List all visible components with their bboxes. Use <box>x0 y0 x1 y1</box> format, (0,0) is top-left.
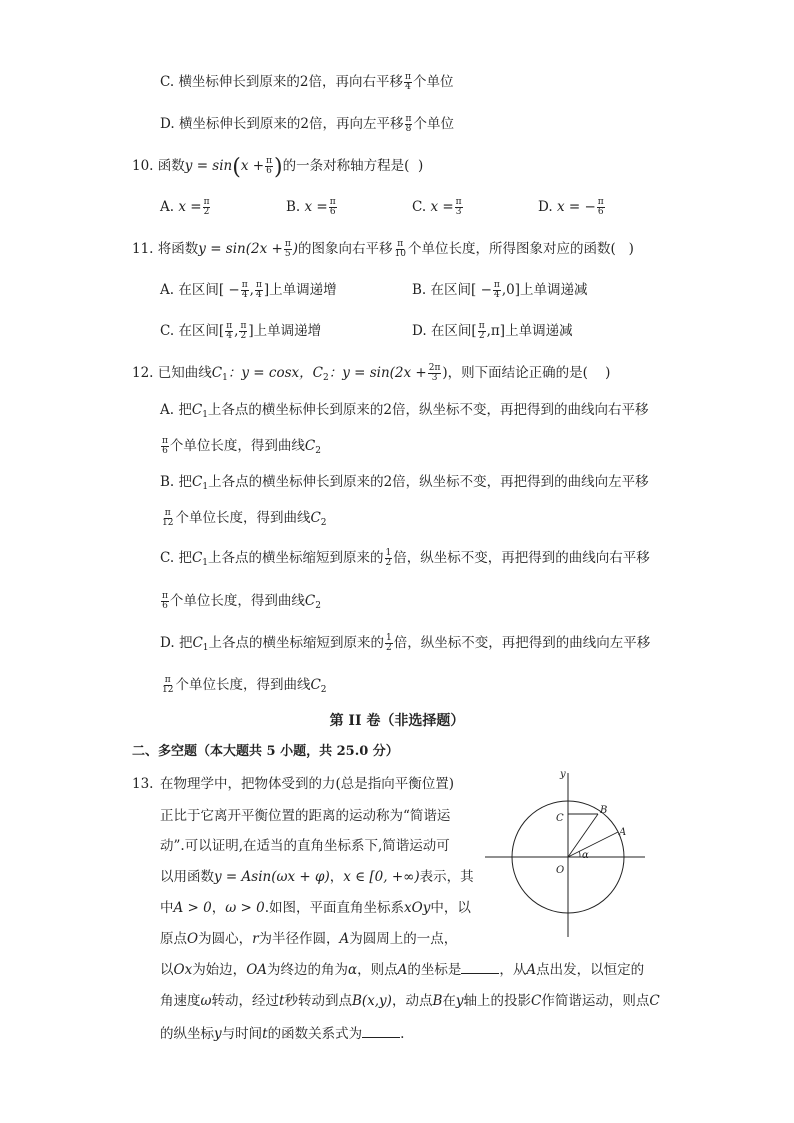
option-text: 个单位长度，得到曲线 <box>169 438 305 454</box>
stem-text: ) <box>417 158 424 174</box>
math-expr: y <box>455 993 464 1009</box>
denominator: 4 <box>241 290 248 300</box>
denominator: 2 <box>203 207 210 217</box>
math-expr: OA <box>246 962 268 978</box>
text: 中 <box>160 900 174 916</box>
denominator: 6 <box>162 446 168 456</box>
numerator: π <box>162 436 168 446</box>
label-c: C <box>556 813 564 824</box>
numerator: π <box>164 508 171 518</box>
q13-line-1: 在物理学中，把物体受到的力(总是指向平衡位置) <box>160 776 455 792</box>
question-number: 13. <box>132 776 154 792</box>
curve-equation: ：y = sin(2x + <box>328 365 427 381</box>
option-text: 把 <box>178 635 193 651</box>
fraction <box>161 676 174 695</box>
option-expr: x = <box>430 199 454 215</box>
option-text: ]上单调递增 <box>248 323 322 339</box>
option-text: 个单位 <box>413 116 454 132</box>
numerator: π <box>203 197 210 207</box>
stem-text: )，则下面结论正确的是( <box>442 365 588 381</box>
numerator: π <box>226 321 233 331</box>
fraction <box>203 198 211 217</box>
text: .如图，平面直角坐标系 <box>264 900 405 916</box>
text: 的坐标是 <box>407 962 462 978</box>
text: 为圆周上的一点， <box>349 931 458 947</box>
text: ，从 <box>499 962 527 978</box>
stem-text: 的一条对称轴方程是( <box>282 158 410 174</box>
math-expr: C <box>531 993 542 1009</box>
stem-text: ) <box>628 241 634 257</box>
option-label: D. <box>160 635 175 651</box>
curve-equation: ：y = cosx， <box>227 365 313 381</box>
subscript: 2 <box>315 601 321 611</box>
math-expr: A <box>526 962 537 978</box>
numerator: 1 <box>386 633 392 643</box>
q10-option-d <box>538 197 606 217</box>
subscript: 1 <box>202 410 208 420</box>
subscript: 1 <box>202 482 209 492</box>
q9-option-c <box>160 72 453 92</box>
text: . <box>400 1026 405 1042</box>
text: 以用函数 <box>160 869 214 885</box>
denominator: 2 <box>386 643 392 653</box>
numerator: π <box>405 114 412 124</box>
math-expr: A <box>339 931 350 947</box>
text: ， <box>329 869 344 885</box>
stem-text: 将函数 <box>157 241 199 257</box>
math-expr: α <box>348 962 358 978</box>
answer-blank-2[interactable] <box>362 1025 400 1038</box>
subscript: 2 <box>320 518 327 528</box>
fraction <box>329 198 337 217</box>
text: 转动，经过 <box>211 993 280 1009</box>
fraction <box>428 364 442 383</box>
numerator: π <box>397 239 404 249</box>
curve-c1: C <box>211 365 223 381</box>
text: 中，以 <box>430 900 471 916</box>
option-expr: x = <box>178 199 202 215</box>
denominator: 6 <box>597 207 604 217</box>
text: 原点 <box>160 931 187 947</box>
q11-option-b <box>412 280 587 300</box>
comma: , <box>249 282 254 298</box>
text: 为圆心， <box>198 931 253 947</box>
denominator: 4 <box>226 331 233 341</box>
denominator: 6 <box>162 601 168 611</box>
paren-open: ( <box>232 155 241 180</box>
q13-line-5 <box>160 898 471 918</box>
math-expr: t <box>262 1026 268 1042</box>
section-title: 第 II 卷（非选择题） <box>329 713 465 729</box>
question-number: 10. <box>132 158 154 174</box>
unit-circle-figure <box>480 765 650 945</box>
option-text: ,π]上单调递减 <box>486 323 573 339</box>
option-label: B. <box>412 282 427 298</box>
option-text: 在区间[ <box>178 323 225 339</box>
option-label: B. <box>286 199 301 215</box>
label-a: A <box>619 827 627 838</box>
domain-expr: x ∈ [0, +∞) <box>343 869 420 885</box>
text: 与时间 <box>221 1026 263 1042</box>
option-text: 个单位 <box>412 74 454 90</box>
denominator: 4 <box>493 290 500 300</box>
text: ， <box>211 900 226 916</box>
fraction <box>161 592 169 611</box>
option-text: ]上单调递增 <box>263 282 337 298</box>
angle-arc <box>579 851 580 857</box>
option-label: B. <box>160 474 175 490</box>
minus-sign: − <box>584 199 596 215</box>
numerator: π <box>329 197 336 207</box>
option-label: D. <box>160 116 175 132</box>
fraction <box>241 281 249 300</box>
option-text: 上各点的横坐标伸长到原来的2倍，纵坐标不变，再把得到的曲线向右平移 <box>207 402 649 418</box>
label-o: O <box>556 865 565 876</box>
arg-expr: x + <box>240 158 265 174</box>
q13-line-2: 正比于它离开平衡位置的距离的运动称为“简谐运 <box>160 808 451 824</box>
math-expr: A <box>397 962 408 978</box>
text: 表示，其 <box>419 869 474 885</box>
denominator: 3 <box>455 207 462 217</box>
denominator: 4 <box>256 290 262 300</box>
q10-option-b <box>286 197 338 217</box>
math-expr: Ox <box>173 962 193 978</box>
q12-option-b-line2 <box>160 508 327 533</box>
fraction <box>225 322 233 341</box>
option-text: 上各点的横坐标伸长到原来的2倍，纵坐标不变，再把得到的曲线向左平移 <box>208 474 649 490</box>
denominator: 4 <box>405 82 411 92</box>
text: 作简谐运动，则点 <box>541 993 650 1009</box>
text: 为终边的角为 <box>267 962 349 978</box>
math-expr: r <box>252 931 259 947</box>
function-expr: y = Asin(ωx + φ) <box>214 869 330 885</box>
stem-text: 函数 <box>157 158 185 174</box>
section-heading: 二、多空题（本大题共 5 小题，共 25.0 分） <box>132 744 399 759</box>
math-expr: A > 0 <box>173 900 212 916</box>
math-expr: ω <box>200 993 212 1009</box>
q12-stem <box>132 363 610 388</box>
denominator: 6 <box>266 166 272 176</box>
option-label: C. <box>160 74 175 90</box>
fraction <box>239 322 247 341</box>
question-number: 11. <box>132 241 154 257</box>
curve-c2: C <box>310 677 321 693</box>
denominator: 2 <box>240 331 247 341</box>
function-expr: y = sin <box>184 158 233 174</box>
q11-stem <box>132 239 634 259</box>
q9-option-d <box>160 114 454 134</box>
numerator: π <box>266 156 272 166</box>
text: 以 <box>160 962 174 978</box>
fraction <box>597 198 605 217</box>
denominator: 2 <box>385 558 392 568</box>
option-text: 倍，纵坐标不变，再把得到的曲线向右平移 <box>393 550 650 566</box>
fraction <box>255 281 263 300</box>
curve-c2: C <box>304 438 316 454</box>
text: 轴上的投影 <box>463 993 532 1009</box>
stem-text: 的图象向右平移 <box>298 241 393 257</box>
stem-text: ) <box>605 365 611 381</box>
option-text: 个单位长度，得到曲线 <box>175 677 311 693</box>
numerator: 1 <box>385 548 392 558</box>
q11-option-a <box>160 280 337 300</box>
curve-c2: C <box>310 510 321 526</box>
denominator: 12 <box>162 685 174 695</box>
option-expr: x = <box>556 199 581 215</box>
fraction <box>265 157 273 176</box>
fraction-half <box>385 634 393 653</box>
curve-c1: C <box>191 550 203 566</box>
label-y: y <box>560 769 566 780</box>
q12-option-b-line1 <box>160 472 649 497</box>
math-expr: O <box>187 931 199 947</box>
text: 为始边， <box>192 962 247 978</box>
curve-c1: C <box>192 474 203 490</box>
comma: , <box>234 323 239 339</box>
curve-c1: C <box>191 402 203 418</box>
q13-line-8 <box>160 991 660 1011</box>
curve-c2: C <box>312 365 323 381</box>
q11-option-d <box>412 321 573 341</box>
stem-text: 已知曲线 <box>157 365 212 381</box>
subscript: 2 <box>315 446 321 456</box>
q13-line-9 <box>160 1024 404 1044</box>
answer-blank-1[interactable] <box>461 961 499 974</box>
paren-close: ) <box>292 241 299 257</box>
numerator: π <box>255 280 262 290</box>
math-expr: ω > 0 <box>225 900 265 916</box>
fraction <box>161 509 174 528</box>
option-text: 上各点的横坐标缩短到原来的 <box>208 550 384 566</box>
fraction <box>478 322 486 341</box>
option-label: C. <box>160 550 175 566</box>
paren-close: ) <box>273 155 283 180</box>
option-text: 在区间[ <box>430 323 477 339</box>
q13-line-6 <box>160 929 457 949</box>
q12-option-c-line1 <box>160 548 650 573</box>
subscript: 2 <box>320 685 327 695</box>
option-text: 把 <box>178 550 192 566</box>
text: 在 <box>442 993 456 1009</box>
numerator: π <box>493 280 500 290</box>
q13-line-3: 动”.可以证明,在适当的直角坐标系下,简谐运动可 <box>160 838 450 854</box>
denominator: 10 <box>394 249 406 259</box>
denominator: 5 <box>284 249 291 259</box>
option-text: 在区间[ − <box>178 282 240 298</box>
text: 点出发，以恒定的 <box>536 962 645 978</box>
q12-option-a-line1 <box>160 400 649 425</box>
math-expr: B <box>432 993 443 1009</box>
subscript: 1 <box>202 643 209 653</box>
numerator: π <box>164 675 171 685</box>
fraction <box>493 281 501 300</box>
math-expr: y <box>214 1026 222 1042</box>
fraction <box>455 198 463 217</box>
curve-c1: C <box>192 635 203 651</box>
fraction <box>284 240 292 259</box>
numerator: π <box>478 321 485 331</box>
q10-option-a <box>160 197 211 217</box>
option-label: C. <box>160 323 175 339</box>
option-label: D. <box>538 199 553 215</box>
q12-option-d-line1 <box>160 633 650 658</box>
option-label: A. <box>160 282 175 298</box>
option-text: 在区间[ − <box>430 282 492 298</box>
option-text: ,0]上单调递减 <box>501 282 588 298</box>
text: 的纵坐标 <box>160 1026 214 1042</box>
numerator: 2π <box>428 363 441 373</box>
option-text: 把 <box>178 402 192 418</box>
label-alpha: α <box>582 850 589 861</box>
math-expr: t <box>279 993 285 1009</box>
q10-option-c <box>412 197 464 217</box>
option-text: 横坐标伸长到原来的2倍，再向右平移 <box>178 74 404 90</box>
denominator: 12 <box>162 518 174 528</box>
math-expr: xOy <box>404 900 431 916</box>
option-text: 个单位长度，得到曲线 <box>175 510 311 526</box>
q11-option-c <box>160 321 321 341</box>
q12-option-c-line2 <box>160 591 321 616</box>
subscript: 1 <box>202 558 209 568</box>
text: 的函数关系式为 <box>267 1026 363 1042</box>
option-text: 横坐标伸长到原来的2倍，再向左平移 <box>178 116 404 132</box>
math-expr: C <box>649 993 660 1009</box>
fraction <box>161 437 169 456</box>
numerator: π <box>405 72 411 82</box>
curve-c2: C <box>304 593 316 609</box>
option-text: 上各点的横坐标缩短到原来的 <box>208 635 385 651</box>
text: 角速度 <box>160 993 201 1009</box>
stem-text: 个单位长度，所得图象对应的函数( <box>407 241 616 257</box>
numerator: π <box>241 280 248 290</box>
option-label: C. <box>412 199 427 215</box>
denominator: 6 <box>329 207 336 217</box>
option-label: A. <box>160 402 175 418</box>
option-label: D. <box>412 323 427 339</box>
option-label: A. <box>160 199 175 215</box>
subscript: 2 <box>322 373 329 383</box>
denominator: 3 <box>431 373 438 383</box>
label-b: B <box>600 805 608 816</box>
fraction <box>405 115 413 134</box>
math-expr: B(x,y) <box>351 993 392 1009</box>
subscript: 1 <box>222 373 228 383</box>
fraction-half <box>385 549 393 568</box>
numerator: π <box>284 239 291 249</box>
denominator: 8 <box>405 124 412 134</box>
numerator: π <box>240 321 247 331</box>
text: 为半径作圆， <box>258 931 340 947</box>
text: 秒转动到点 <box>284 993 352 1009</box>
q12-option-a-line2 <box>160 436 321 461</box>
numerator: π <box>162 591 168 601</box>
fraction <box>404 73 412 92</box>
numerator: π <box>597 197 604 207</box>
function-expr: y = sin(2x + <box>198 241 283 257</box>
q10-stem <box>132 156 423 178</box>
option-expr: x = <box>304 199 328 215</box>
option-text: 倍，纵坐标不变，再把得到的曲线向左平移 <box>393 635 651 651</box>
fraction <box>394 240 407 259</box>
q12-option-d-line2 <box>160 675 327 700</box>
q13-line-4 <box>160 867 474 887</box>
numerator: π <box>455 197 462 207</box>
segment-oa <box>568 832 618 857</box>
text: ，则点 <box>357 962 398 978</box>
denominator: 2 <box>478 331 485 341</box>
option-text: 把 <box>178 474 193 490</box>
question-number: 12. <box>132 365 154 381</box>
q13-line-7 <box>160 960 644 980</box>
text: ，动点 <box>391 993 433 1009</box>
option-text: 个单位长度，得到曲线 <box>169 593 305 609</box>
